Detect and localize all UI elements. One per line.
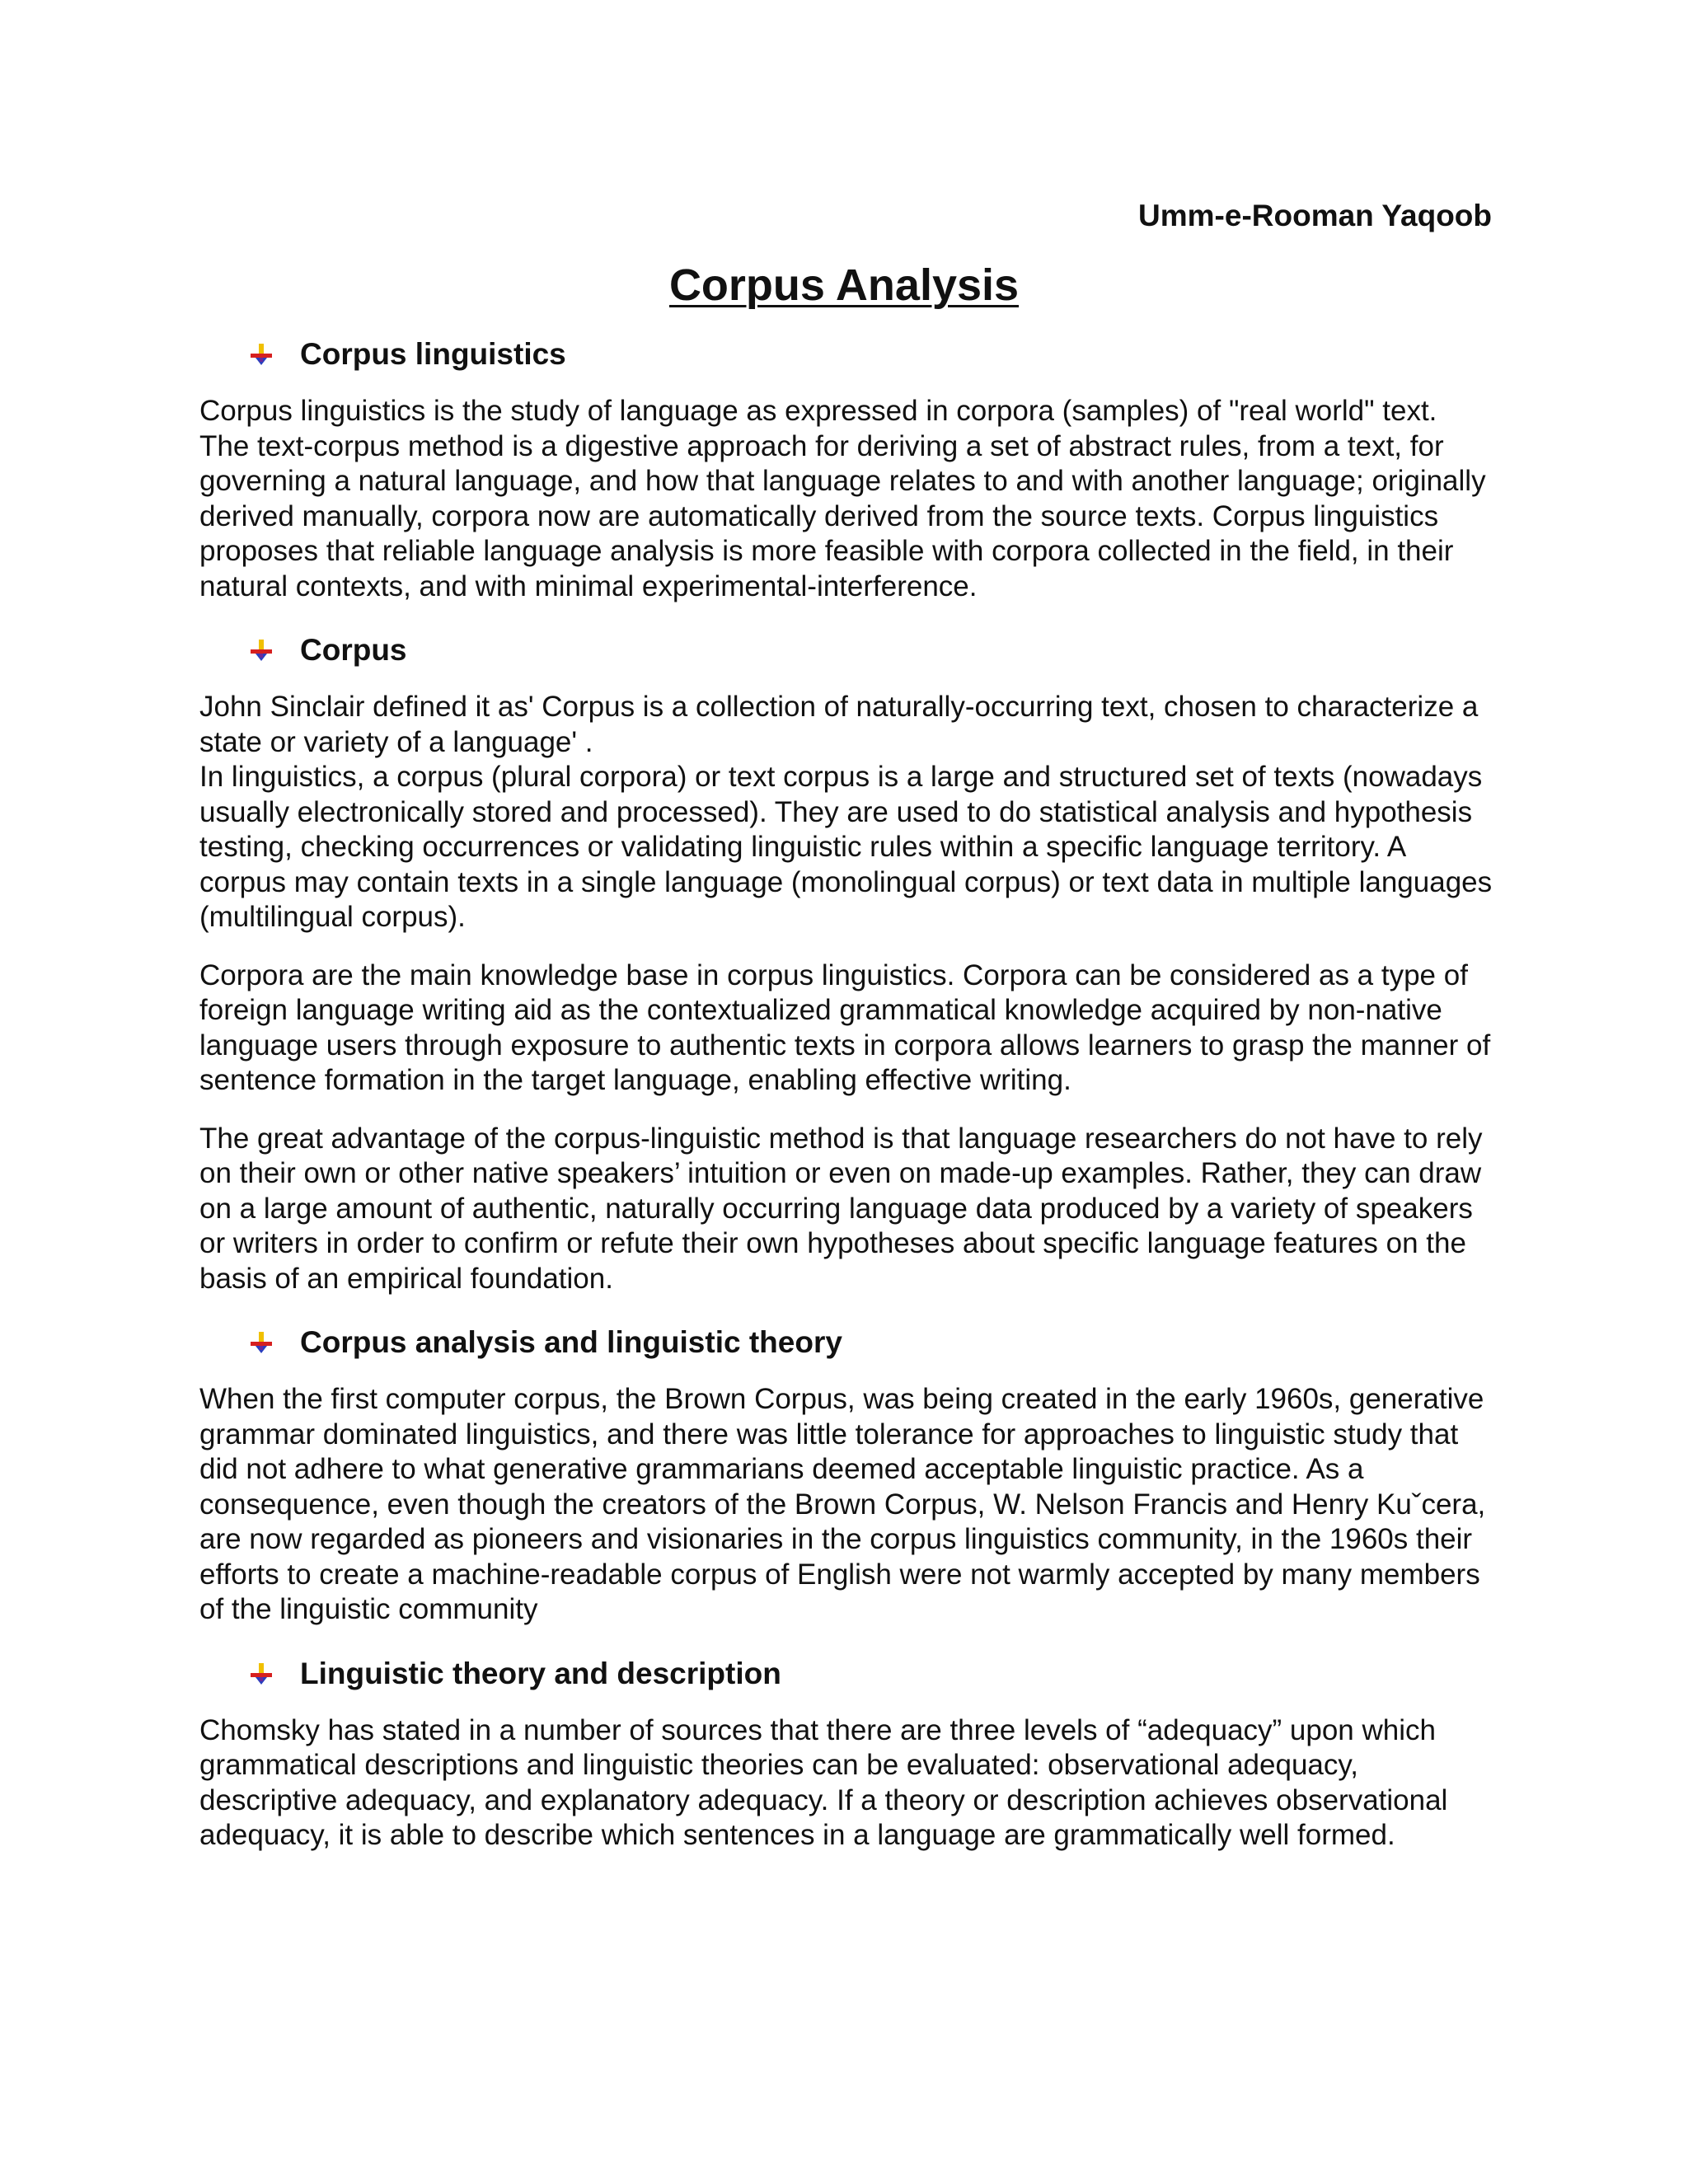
section-heading-linguistic-theory-and-description [249, 1651, 1493, 1697]
paragraph: When the first computer corpus, the Brown Corpus, was being created in the early 1960s, generative grammar dominated linguistics, and there was little tolerance for approaches to linguistic study that did not adhere to what generative grammarians deemed acceptable linguistic practice. As a consequence, even though the creators of the Brown Corpus, W. Nelson Francis and Henry Kuˇcera, are now regarded as pioneers and visionaries in the corpus linguistics community, in the 1960s their efforts to create a machine-readable corpus of English were not warmly accepted by many members of the linguistic community [199, 1383, 1486, 1625]
paragraph: Corpus linguistics is the study of language as expressed in corpora (samples) of "real world" text. The text-corpus method is a digestive approach for deriving a set of abstract rules, from a text, for governing a natural language, and how that language relates to and with another language; originally derived manually, corpora now are automatically derived from the source texts. Corpus linguistics proposes that reliable language analysis is more feasible with corpora collected in the field, in their natural contexts, and with minimal experimental-interference. [199, 395, 1486, 602]
colored-arrow-bullet-icon [249, 1661, 274, 1686]
paragraph: Corpora are the main knowledge base in corpus linguistics. Corpora can be considered as a type of foreign language writing aid as the contextualized grammatical knowledge acquired by non-native language users through exposure to authentic texts in corpora allows learners to grasp the manner of sentence formation in the target language, enabling effective writing. [199, 958, 1491, 1096]
section-heading-corpus [249, 627, 1493, 673]
paragraph: John Sinclair defined it as' Corpus is a collection of naturally-occurring text, chosen to characterize a state or variety of a language' . [199, 691, 1479, 758]
colored-arrow-bullet-icon [249, 342, 274, 367]
paragraph: The great advantage of the corpus-linguistic method is that language researchers do not have to rely on their own or other native speakers’ intuition or even on made-up examples. Rather, they can draw on a large amount of authentic, naturally occurring language data produced by a variety of speakers or writers in order to confirm or refute their own hypotheses about specific language features on the basis of an empirical foundation. [199, 1122, 1483, 1295]
section-heading-corpus-linguistics [249, 331, 1493, 377]
section-heading-corpus-analysis-and-linguistic-theory [249, 1319, 1493, 1366]
section-heading-label: Linguistic theory and description [300, 1656, 781, 1690]
section-heading-label: Corpus [300, 633, 407, 667]
author-name: Umm-e-Rooman Yaqoob [1138, 199, 1492, 232]
document-title: Corpus Analysis [668, 260, 1020, 310]
paragraph: In linguistics, a corpus (plural corpora) or text corpus is a large and structured set of texts (nowadays usually electronically stored and processed). They are used to do statistical analysis and hypothesis testing, checking occurrences or validating linguistic rules within a specific language territory. A corpus may contain texts in a single language (monolingual corpus) or text data in multiple languages (multilingual corpus). [199, 761, 1493, 933]
paragraph: Chomsky has stated in a number of sources that there are three levels of “adequacy” upon which grammatical descriptions and linguistic theories can be evaluated: observational adequacy, descriptive adequacy, and explanatory adequacy. If a theory or description achieves observational adequacy, it is able to describe which sentences in a language are grammatically well formed. [199, 1713, 1448, 1851]
section-heading-label: Corpus analysis and linguistic theory [300, 1325, 842, 1359]
colored-arrow-bullet-icon [249, 1330, 274, 1355]
colored-arrow-bullet-icon [249, 638, 274, 663]
document-body [199, 331, 1493, 1877]
section-heading-label: Corpus linguistics [300, 337, 566, 371]
